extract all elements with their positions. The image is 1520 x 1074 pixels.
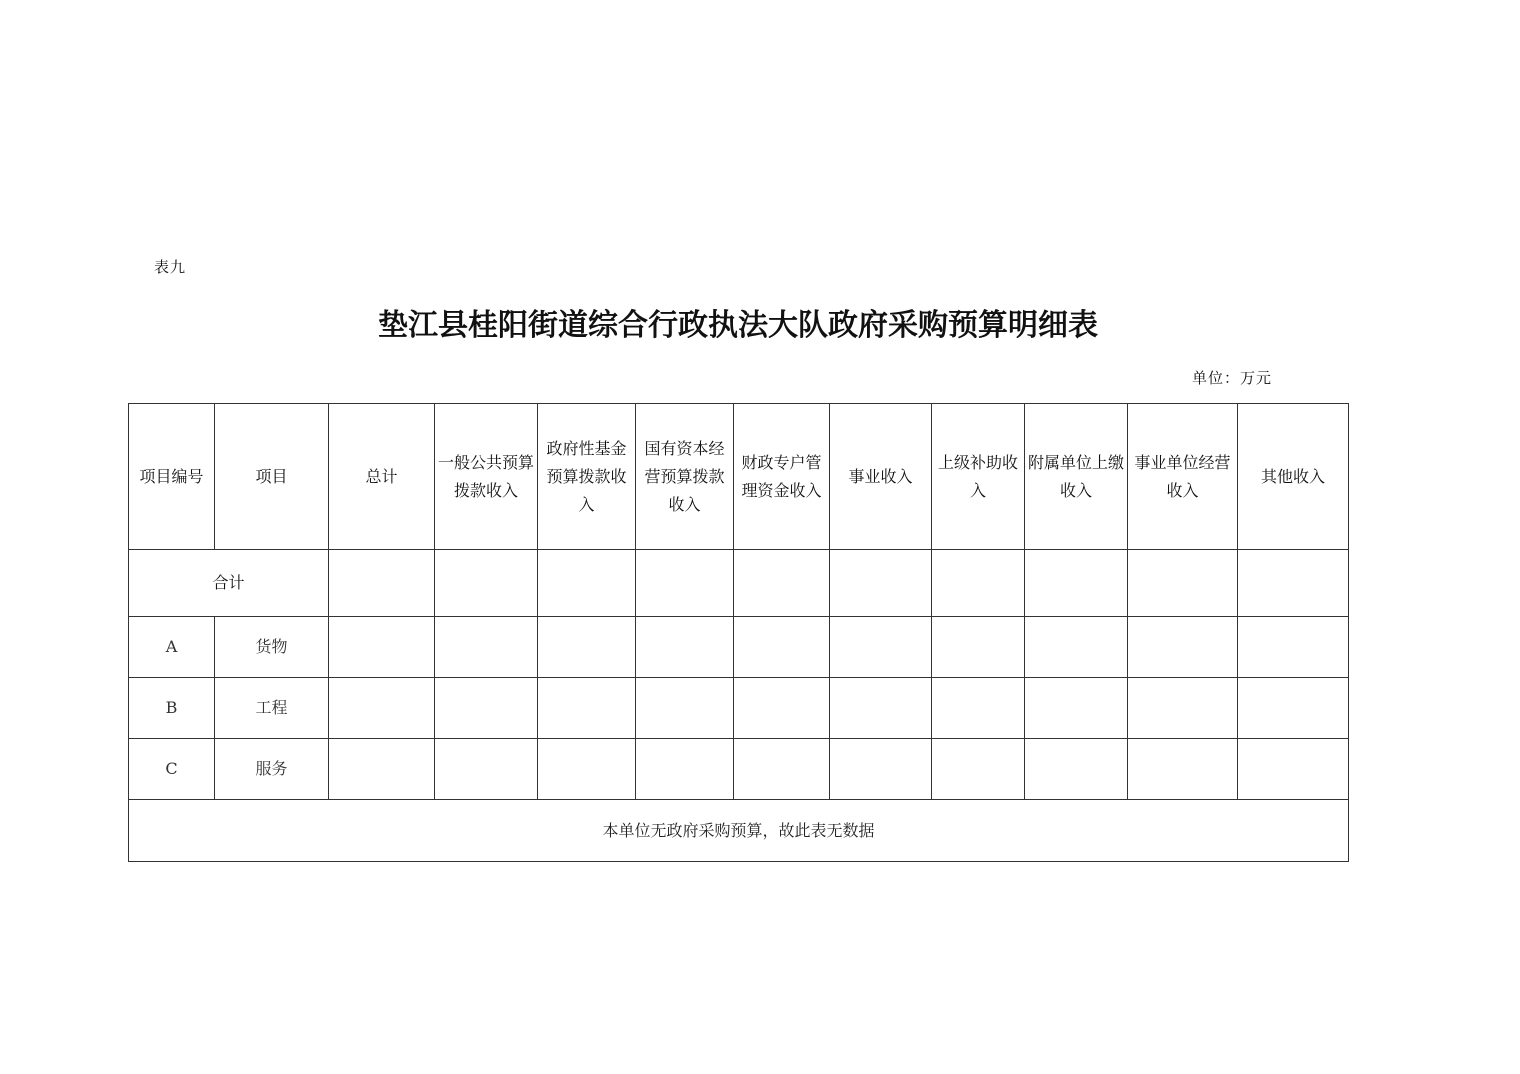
table-cell [734,678,830,739]
row-name: 货物 [215,617,329,678]
header-business-income: 事业收入 [830,404,932,550]
table-cell [435,678,538,739]
table-cell [435,550,538,617]
table-cell [1128,739,1238,800]
header-gov-fund: 政府性基金预算拨款收入 [538,404,636,550]
table-cell [1025,739,1128,800]
table-cell [1238,739,1349,800]
header-special-account: 财政专户管理资金收入 [734,404,830,550]
table-cell [1238,617,1349,678]
note-row [129,800,1349,862]
row-code: C [129,739,215,800]
table-cell [1025,550,1128,617]
unit-label: 单位：万元 [1192,369,1273,387]
table-cell [435,617,538,678]
table-cell [538,617,636,678]
table-cell [734,617,830,678]
header-total: 总计 [329,404,435,550]
table-cell [329,617,435,678]
table-cell [734,739,830,800]
table-cell [1128,550,1238,617]
header-operating-income: 事业单位经营收入 [1128,404,1238,550]
table-cell [932,550,1025,617]
table-row [129,617,1349,678]
row-code: B [129,678,215,739]
table-cell [538,550,636,617]
table-cell [1128,617,1238,678]
header-project: 项目 [215,404,329,550]
table-cell [932,617,1025,678]
table-cell [329,678,435,739]
table-cell [636,739,734,800]
table-row [129,678,1349,739]
header-affiliated-income: 附属单位上缴收入 [1025,404,1128,550]
table-row [129,739,1349,800]
table-cell [538,678,636,739]
table-cell [1238,678,1349,739]
table-cell [538,739,636,800]
table-cell [1025,678,1128,739]
header-other-income: 其他收入 [1238,404,1349,550]
table-cell [329,550,435,617]
table-cell [329,739,435,800]
row-code: A [129,617,215,678]
table-cell [932,739,1025,800]
table-cell [830,739,932,800]
row-name: 工程 [215,678,329,739]
table-cell [830,550,932,617]
table-cell [435,739,538,800]
table-cell [636,550,734,617]
table-cell [830,617,932,678]
table-cell [636,678,734,739]
table-cell [1238,550,1349,617]
table-cell [830,678,932,739]
table-cell [636,617,734,678]
header-project-code: 项目编号 [129,404,215,550]
row-name: 服务 [215,739,329,800]
table-cell [734,550,830,617]
total-row [129,550,1349,617]
total-label: 合计 [129,550,329,617]
procurement-budget-table [128,403,1349,862]
table-cell [1025,617,1128,678]
table-number-label: 表九 [154,258,187,276]
header-row [129,404,1349,550]
header-superior-subsidy: 上级补助收入 [932,404,1025,550]
header-state-capital: 国有资本经营预算拨款收入 [636,404,734,550]
table-cell [932,678,1025,739]
table-cell [1128,678,1238,739]
document-title: 垫江县桂阳街道综合行政执法大队政府采购预算明细表 [378,308,1098,343]
no-data-note: 本单位无政府采购预算，故此表无数据 [129,800,1349,862]
header-general-budget: 一般公共预算拨款收入 [435,404,538,550]
